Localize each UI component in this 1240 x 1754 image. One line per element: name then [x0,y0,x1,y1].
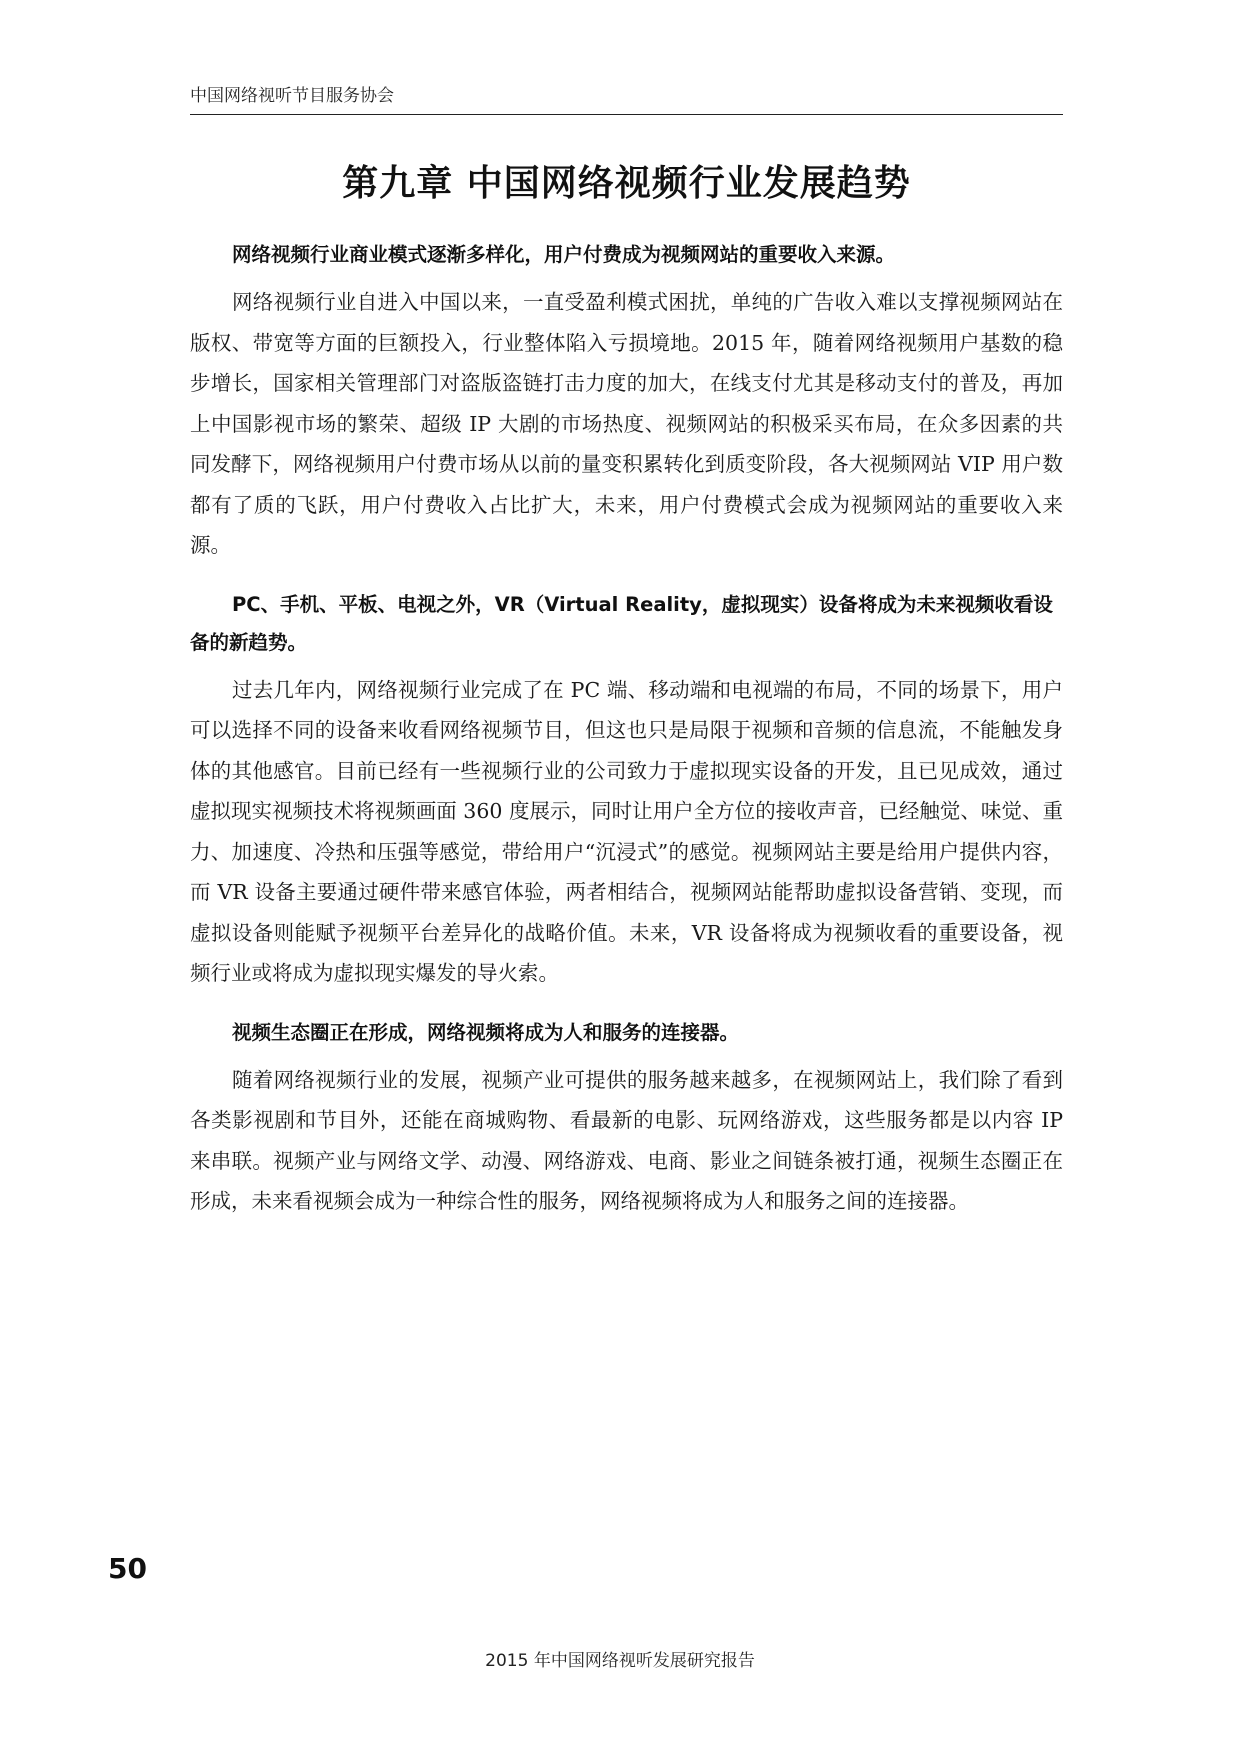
chapter-title: 第九章 中国网络视频行业发展趋势 [342,163,911,204]
section-heading: 视频生态圈正在形成，网络视频将成为人和服务的连接器。 [232,1020,740,1044]
header-text: 中国网络视听节目服务协会 [190,86,394,106]
section-paragraph: 网络视频行业自进入中国以来，一直受盈利模式困扰，单纯的广告收入难以支撑视频网站在版权、带宽等方面的巨额投入，行业整体陷入亏损境地。2015 年，随着网络视频用户基数的稳步增长，国家相关管理部门对盗版盗链打击力度的加大，在线支付尤其是移动支付的普及，再加上中国影视市场的繁荣、超级 IP 大剧的市场热度、视频网站的积极采买布局，在众多因素的共同发酵下，网络视频用户付费市场从以前的量变积累转化到质变阶段，各大视频网站 VIP 用户数都有了质的飞跃，用户付费收入占比扩大，未来，用户付费模式会成为视频网站的重要收入来源。 [190,290,1063,557]
section-heading: PC、手机、平板、电视之外，VR（Virtual Reality，虚拟现实）设备将成为未来视频收看设备的新趋势。 [190,592,1053,654]
page-footer: 2015 年中国网络视听发展研究报告 [485,1651,755,1671]
section-paragraph: 过去几年内，网络视频行业完成了在 PC 端、移动端和电视端的布局，不同的场景下，用户可以选择不同的设备来收看网络视频节目，但这也只是局限于视频和音频的信息流，不能触发身体的其他感官。目前已经有一些视频行业的公司致力于虚拟现实设备的开发，且已见成效，通过虚拟现实视频技术将视频画面 360 度展示，同时让用户全方位的接收声音，已经触觉、味觉、重力、加速度、冷热和压强等感觉，带给用户“沉浸式”的感觉。视频网站主要是给用户提供内容，而 VR 设备主要通过硬件带来感官体验，两者相结合，视频网站能帮助虚拟设备营销、变现，而虚拟设备则能赋予视频平台差异化的战略价值。未来，VR 设备将成为视频收看的重要设备，视频行业或将成为虚拟现实爆发的导火索。 [190,677,1063,985]
page-number: 50 [108,1552,147,1585]
section-heading: 网络视频行业商业模式逐渐多样化，用户付费成为视频网站的重要收入来源。 [232,243,896,266]
page-header [190,86,1063,115]
main-content [190,236,1063,1222]
section-paragraph: 随着网络视频行业的发展，视频产业可提供的服务越来越多，在视频网站上，我们除了看到各类影视剧和节目外，还能在商城购物、看最新的电影、玩网络游戏，这些服务都是以内容 IP 来串联。视频产业与网络文学、动漫、网络游戏、电商、影业之间链条被打通，视频生态圈正在形成，未来看视频会成为一种综合性的服务，网络视频将成为人和服务之间的连接器。 [190,1067,1063,1213]
